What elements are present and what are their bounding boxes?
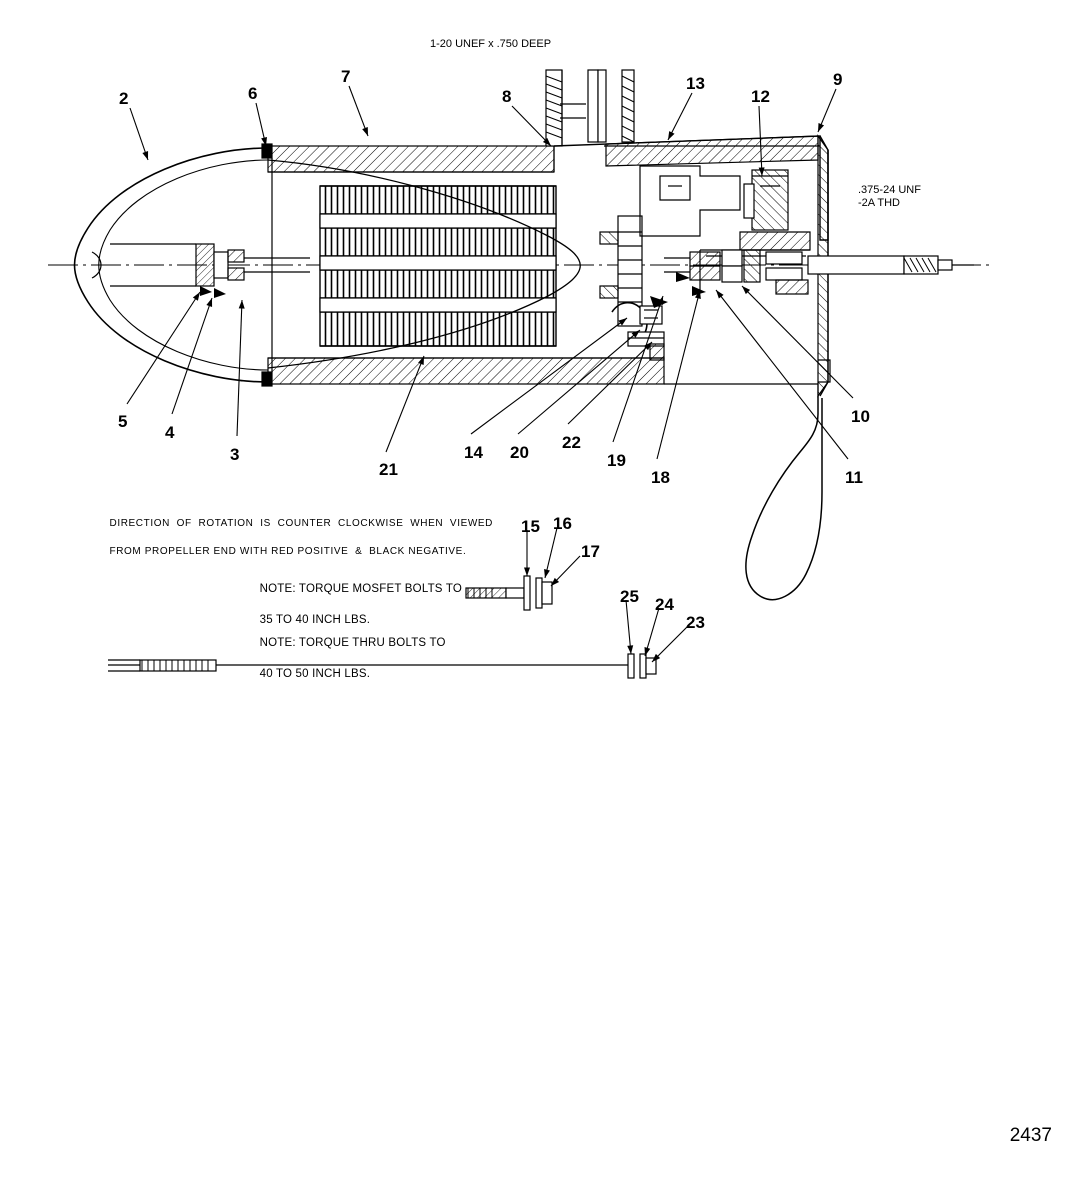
callout-number-22: 22 <box>562 433 581 452</box>
top-threaded-boss <box>546 70 634 146</box>
commutator-bulkhead <box>600 216 642 326</box>
rotation-note-line2: FROM PROPELLER END WITH RED POSITIVE & BLACK NEGATIVE. <box>109 546 467 557</box>
callout-number-11: 11 <box>845 468 863 487</box>
callout-number-8: 8 <box>502 87 512 106</box>
callout-number-23: 23 <box>686 613 705 632</box>
shaft-thread-note-line2: -2A THD <box>858 196 900 209</box>
leader-4 <box>172 298 212 414</box>
callout-number-3: 3 <box>230 445 240 464</box>
callout-number-25: 25 <box>620 587 639 606</box>
callout-number-20: 20 <box>510 443 529 462</box>
leader-25-arrowhead <box>627 645 633 654</box>
leader-24-arrowhead <box>644 647 650 656</box>
leader-5-arrowhead <box>193 292 200 301</box>
callout-number-24: 24 <box>655 595 674 614</box>
mosfet-bolt-detail <box>466 576 552 610</box>
callout-number-13: 13 <box>686 74 705 93</box>
leader-4-arrowhead <box>206 298 212 307</box>
callout-number-12: 12 <box>751 87 770 106</box>
mosfet-torque-note-line1: NOTE: TORQUE MOSFET BOLTS TO <box>259 582 463 595</box>
leader-15-arrowhead <box>524 568 530 576</box>
skeg-outline <box>746 360 830 600</box>
leader-2-arrowhead <box>142 151 148 160</box>
callout-number-15: 15 <box>521 517 540 536</box>
callout-number-14: 14 <box>464 443 483 462</box>
callout-number-5: 5 <box>118 412 128 431</box>
rear-bearing-group <box>664 250 808 296</box>
leader-7-arrowhead <box>362 127 368 136</box>
callout-number-17: 17 <box>581 542 600 561</box>
stator-windings <box>320 186 556 346</box>
callout-number-18: 18 <box>651 468 670 487</box>
leader-13-arrowhead <box>668 131 675 140</box>
leader-9-arrowhead <box>818 123 824 132</box>
rotation-note-line1: DIRECTION OF ROTATION IS COUNTER CLOCKWISE WHEN VIEWED <box>109 518 493 529</box>
callout-number-2: 2 <box>119 89 129 108</box>
sheet-number: 2437 <box>1009 1125 1052 1146</box>
callout-number-16: 16 <box>553 514 572 533</box>
leader-10 <box>742 286 853 398</box>
output-shaft <box>808 256 974 274</box>
leader-16-arrowhead <box>544 569 550 578</box>
callout-number-19: 19 <box>607 451 626 470</box>
callout-number-9: 9 <box>833 70 843 89</box>
thru-bolt-torque-note-line1: NOTE: TORQUE THRU BOLTS TO <box>259 636 446 649</box>
top-thread-note: 1-20 UNEF x .750 DEEP <box>430 38 552 50</box>
callout-number-4: 4 <box>165 423 175 442</box>
callout-number-21: 21 <box>379 460 398 479</box>
thru-bolt-torque-note-line2: 40 TO 50 INCH LBS. <box>259 667 371 680</box>
shaft-thread-note <box>858 184 921 209</box>
front-bearing-group <box>196 244 310 298</box>
callout-number-10: 10 <box>851 407 870 426</box>
thru-bolt-torque-note <box>246 620 446 698</box>
leader-3-arrowhead <box>239 300 245 309</box>
callout-number-6: 6 <box>248 84 258 103</box>
leader-11-arrowhead <box>716 290 724 299</box>
mosfet-torque-note-line2: 35 TO 40 INCH LBS. <box>259 613 371 626</box>
callout-number-7: 7 <box>341 67 351 86</box>
shaft-thread-note-line1: .375-24 UNF <box>858 184 921 196</box>
rotation-direction-note <box>96 503 493 573</box>
